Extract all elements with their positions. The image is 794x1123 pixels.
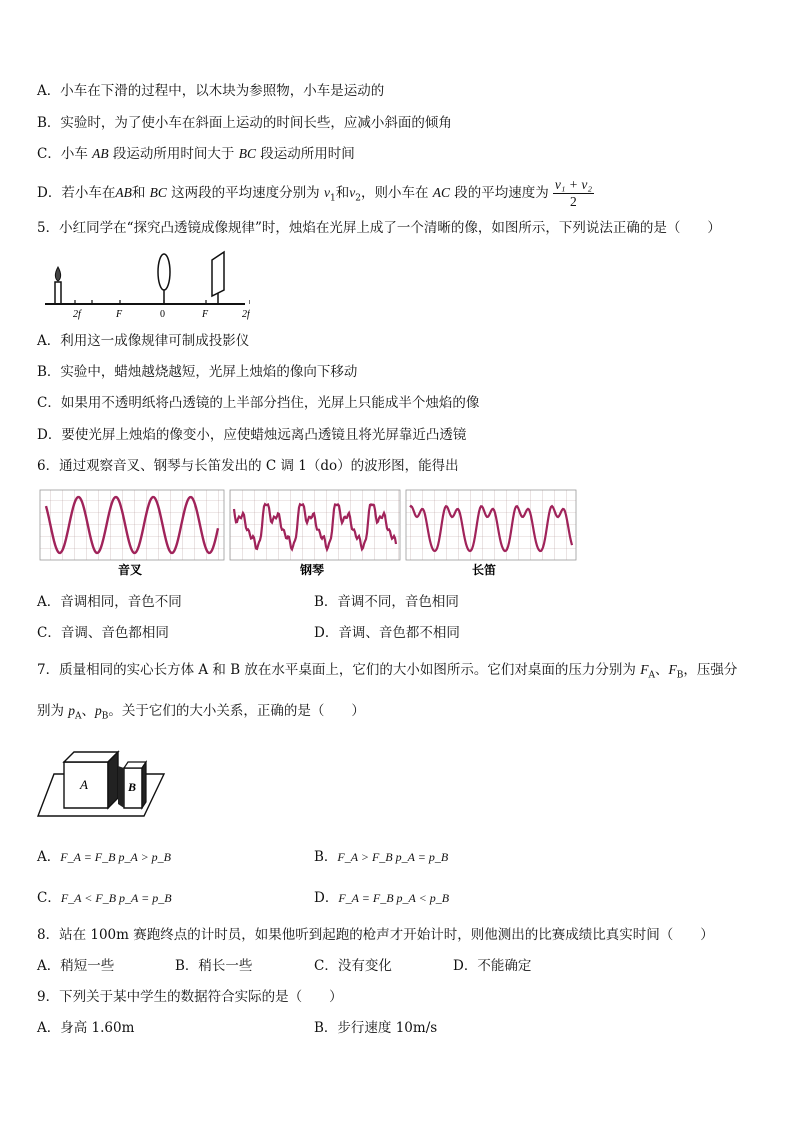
q9-option-b: B．步行速度 10m/s — [314, 1020, 438, 1036]
q7-option-a — [37, 848, 171, 866]
tick-2f-left: 2f — [73, 309, 81, 320]
q7-stem-tail: ，压强分 — [683, 662, 738, 678]
q4-d-and2: 和 — [335, 185, 350, 201]
q7-sep: 、 — [654, 662, 669, 678]
q7-option-d — [314, 889, 449, 907]
label-tuning-fork: 音叉 — [118, 563, 143, 577]
q4-d-fraction — [553, 177, 594, 210]
fraction-numerator: v₁ + v₂ — [554, 177, 593, 192]
q7-fb: F — [668, 662, 677, 677]
q4-c-text3: 段运动所用时间 — [255, 146, 355, 162]
q8-option-b: B．稍长一些 — [175, 958, 253, 974]
q7-d-prefix: D． — [314, 890, 339, 906]
q7-stem-line2 — [37, 702, 365, 726]
q4-d-mid: 这两段的平均速度分别为 — [166, 185, 324, 201]
q6-stem: 6．通过观察音叉、钢琴与长笛发出的 C 调 1（do）的波形图，能得出 — [37, 458, 459, 474]
q7-a-formula: F_A = F_B p_A > p_B — [60, 850, 171, 864]
q4-option-a: A．小车在下滑的过程中，以木块为参照物，小车是运动的 — [37, 83, 385, 99]
q5-stem: 5．小红同学在“探究凸透镜成像规律”时，烛焰在光屏上成了一个清晰的像，如图所示，下列说法正确的是（ ） — [37, 220, 721, 236]
q5-option-b: B．实验中，蜡烛越烧越短，光屏上烛焰的像向下移动 — [37, 364, 358, 380]
q7-stem-line1 — [37, 661, 737, 685]
label-flute: 长笛 — [472, 563, 497, 577]
blocks-diagram — [36, 738, 166, 820]
q6-option-b: B．音调不同，音色相同 — [314, 594, 459, 610]
q4-option-d — [37, 176, 594, 216]
tick-2f-right: 2f — [242, 309, 250, 320]
q7-pb: p — [95, 703, 102, 718]
q7-stem2-text: 别为 — [37, 703, 69, 719]
q4-d-v2: v — [349, 185, 356, 200]
q8-stem: 8．站在 100m 赛跑终点的计时员，如果他听到起跑的枪声才开始计时，则他测出的比赛成绩比真实时间（ ） — [37, 927, 714, 943]
q4-c-bc: BC — [238, 146, 256, 161]
q7-c-formula: F_A < F_B p_A = p_B — [60, 891, 172, 905]
q4-c-text2: 段运动所用时间大于 — [108, 146, 239, 162]
block-a-label: A — [80, 777, 88, 792]
q7-sep2: 、 — [81, 703, 96, 719]
flute-panel — [406, 490, 576, 560]
q8-option-c: C．没有变化 — [314, 958, 392, 974]
q7-d-formula: F_A = F_B p_A < p_B — [338, 891, 450, 905]
tick-f-left: F — [116, 309, 123, 320]
q7-pa: p — [68, 703, 76, 718]
q5-option-c: C．如果用不透明纸将凸透镜的上半部分挡住，光屏上只能成半个烛焰的像 — [37, 395, 480, 411]
q4-d-and: 和 — [131, 185, 150, 201]
tick-origin: 0 — [160, 309, 165, 320]
q4-c-text: C．小车 — [37, 146, 93, 162]
q7-pa-sub: A — [75, 711, 82, 722]
q7-c-prefix: C． — [37, 890, 61, 906]
q4-d-text: D．若小车在 — [37, 185, 116, 201]
label-piano: 钢琴 — [300, 563, 325, 577]
q7-fa: F — [640, 662, 649, 677]
fraction-denominator: 2 — [570, 194, 577, 209]
q7-fb-sub: B — [676, 670, 684, 681]
q9-stem: 9．下列关于某中学生的数据符合实际的是（ ） — [37, 989, 343, 1005]
q4-d-v2-sub: 2 — [355, 193, 361, 204]
q4-option-c — [37, 145, 355, 163]
q8-option-a: A．稍短一些 — [37, 958, 115, 974]
q4-d-ab: AB — [115, 185, 132, 200]
q7-option-c — [37, 889, 172, 907]
block-b-label: B — [128, 780, 137, 794]
q6-option-a: A．音调相同，音色不同 — [37, 594, 182, 610]
q7-pb-sub: B — [101, 711, 109, 722]
q5-option-a: A．利用这一成像规律可制成投影仪 — [37, 333, 250, 349]
q7-option-b — [314, 848, 448, 866]
q7-b-prefix: B． — [314, 849, 338, 865]
q9-option-a: A．身高 1.60m — [37, 1020, 135, 1036]
q4-d-bc: BC — [149, 185, 167, 200]
q7-fa-sub: A — [648, 670, 655, 681]
tick-f-right: F — [202, 309, 209, 320]
q6-option-c: C．音调、音色都相同 — [37, 625, 169, 641]
q6-option-d: D．音调、音色都不相同 — [314, 625, 460, 641]
q4-d-v1: v — [323, 185, 330, 200]
q7-a-prefix: A． — [37, 849, 61, 865]
q4-option-b: B．实验时，为了使小车在斜面上运动的时间长些，应减小斜面的倾角 — [37, 115, 452, 131]
optical-bench-diagram — [40, 250, 250, 322]
q5-option-d: D．要使光屏上烛焰的像变小，应使蜡烛远离凸透镜且将光屏靠近凸透镜 — [37, 427, 467, 443]
q4-d-ac: AC — [432, 185, 451, 200]
waveform-figure — [38, 488, 578, 578]
q7-stem2-tail: 。关于它们的大小关系，正确的是（ ） — [108, 703, 365, 719]
q4-d-post: ，则小车在 — [360, 185, 433, 201]
q4-d-v1-sub: 1 — [329, 193, 336, 204]
q4-c-ab: AB — [92, 146, 109, 161]
q7-stem-text: 7．质量相同的实心长方体 A 和 B 放在水平桌面上，它们的大小如图所示。它们对桌面的压力分别为 — [37, 662, 641, 678]
q8-option-d: D．不能确定 — [453, 958, 532, 974]
q7-b-formula: F_A > F_B p_A = p_B — [337, 850, 449, 864]
q4-d-post2: 段的平均速度为 — [450, 185, 549, 201]
